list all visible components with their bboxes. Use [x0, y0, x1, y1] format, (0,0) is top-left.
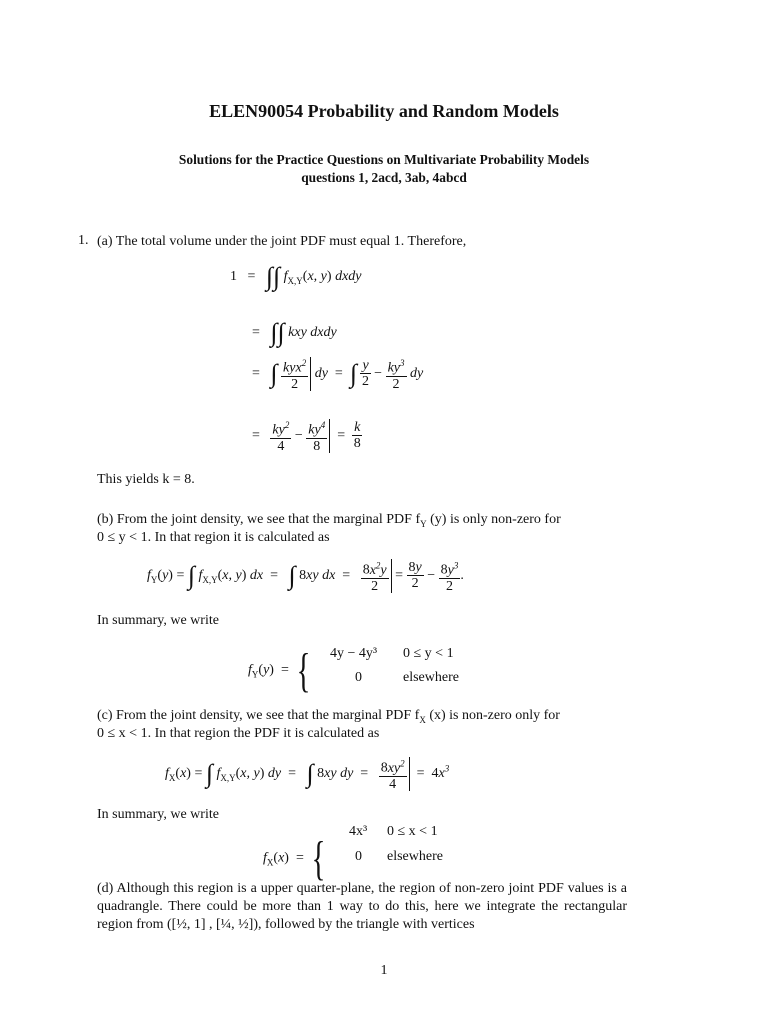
fx-piecewise: $f_X(x)$ = { — [263, 832, 326, 885]
fx-case-2-cond: elsewhere — [387, 849, 443, 864]
fy-case-2-expr: 0 — [355, 670, 362, 685]
fx-case-2-expr: 0 — [355, 849, 362, 864]
part-d-text: (d) Although this region is a upper quarter-plane, the region of non-zero joint PDF values is a quadrangle. There could be more than 1 way to do this, here we integrate the rectangular region from ([½, 1] , [¼, ½]), followed by the triangle with vertices — [97, 881, 627, 933]
equation-line-2: = ∫∫ kxy dxdy — [252, 318, 337, 347]
equation-line-1: 1 = ∫∫ $f_{X,Y}(x$, y) dxdy — [230, 262, 362, 291]
fx-case-1-cond: 0 ≤ x < 1 — [387, 824, 438, 839]
fy-case-2-cond: elsewhere — [403, 670, 459, 685]
part-a-intro: (a) The total volume under the joint PDF must equal 1. Therefore, — [97, 234, 467, 249]
part-c-summary: In summary, we write — [97, 807, 219, 822]
marginal-x-equation: $f_X(x)$ = ∫ $f_{X,Y}(x$, y) dy = ∫ 8xy dy = $\frac{8xy^2}{4}$ = $4x^3$ — [165, 758, 450, 792]
marginal-y-equation: $f_Y(y)$ = ∫ $f_{X,Y}(x$, y) dx = ∫ 8xy dx = $\frac{8x^2y}{2}$ = $\frac{8y}{2}$ − $\frac{8y^3}{2}$ . — [147, 560, 464, 594]
document-title: ELEN90054 Probability and Random Models — [209, 101, 559, 121]
part-b-intro: (b) From the joint density, we see that the marginal PDF $f_Y$ (y) is only non-zero for — [97, 512, 561, 529]
page-number: 1 — [380, 963, 388, 978]
part-c-intro: (c) From the joint density, we see that the marginal PDF $f_X$ (x) is non-zero only for — [97, 708, 560, 725]
part-b-summary: In summary, we write — [97, 613, 219, 628]
fx-case-1-expr: 4x³ — [349, 824, 368, 839]
part-a-result: This yields k = 8. — [97, 472, 195, 487]
equation-line-4: = $\frac{ky^2}{4}$ − $\frac{ky^4}{8}$ = $\frac{k}{8}$ — [252, 420, 361, 454]
fy-piecewise: $f_Y(y)$ = { — [248, 644, 311, 697]
question-list: questions 1, 2acd, 3ab, 4abcd — [301, 170, 467, 185]
part-c-intro-2: 0 ≤ x < 1. In that region the PDF it is calculated as — [97, 726, 380, 741]
document-subtitle: Solutions for the Practice Questions on Multivariate Probability Models — [178, 152, 590, 167]
question-number: 1. — [78, 233, 89, 248]
fy-case-1-cond: 0 ≤ y < 1 — [403, 646, 454, 661]
fy-case-1-expr: 4y − 4y³ — [330, 646, 378, 661]
part-b-intro-2: 0 ≤ y < 1. In that region it is calculated as — [97, 530, 330, 545]
equation-line-3: = ∫ $\frac{kyx^2}{2}$ dy = ∫ $\frac{y}{2}$ − $\frac{ky^3}{2}$ dy — [252, 358, 424, 392]
